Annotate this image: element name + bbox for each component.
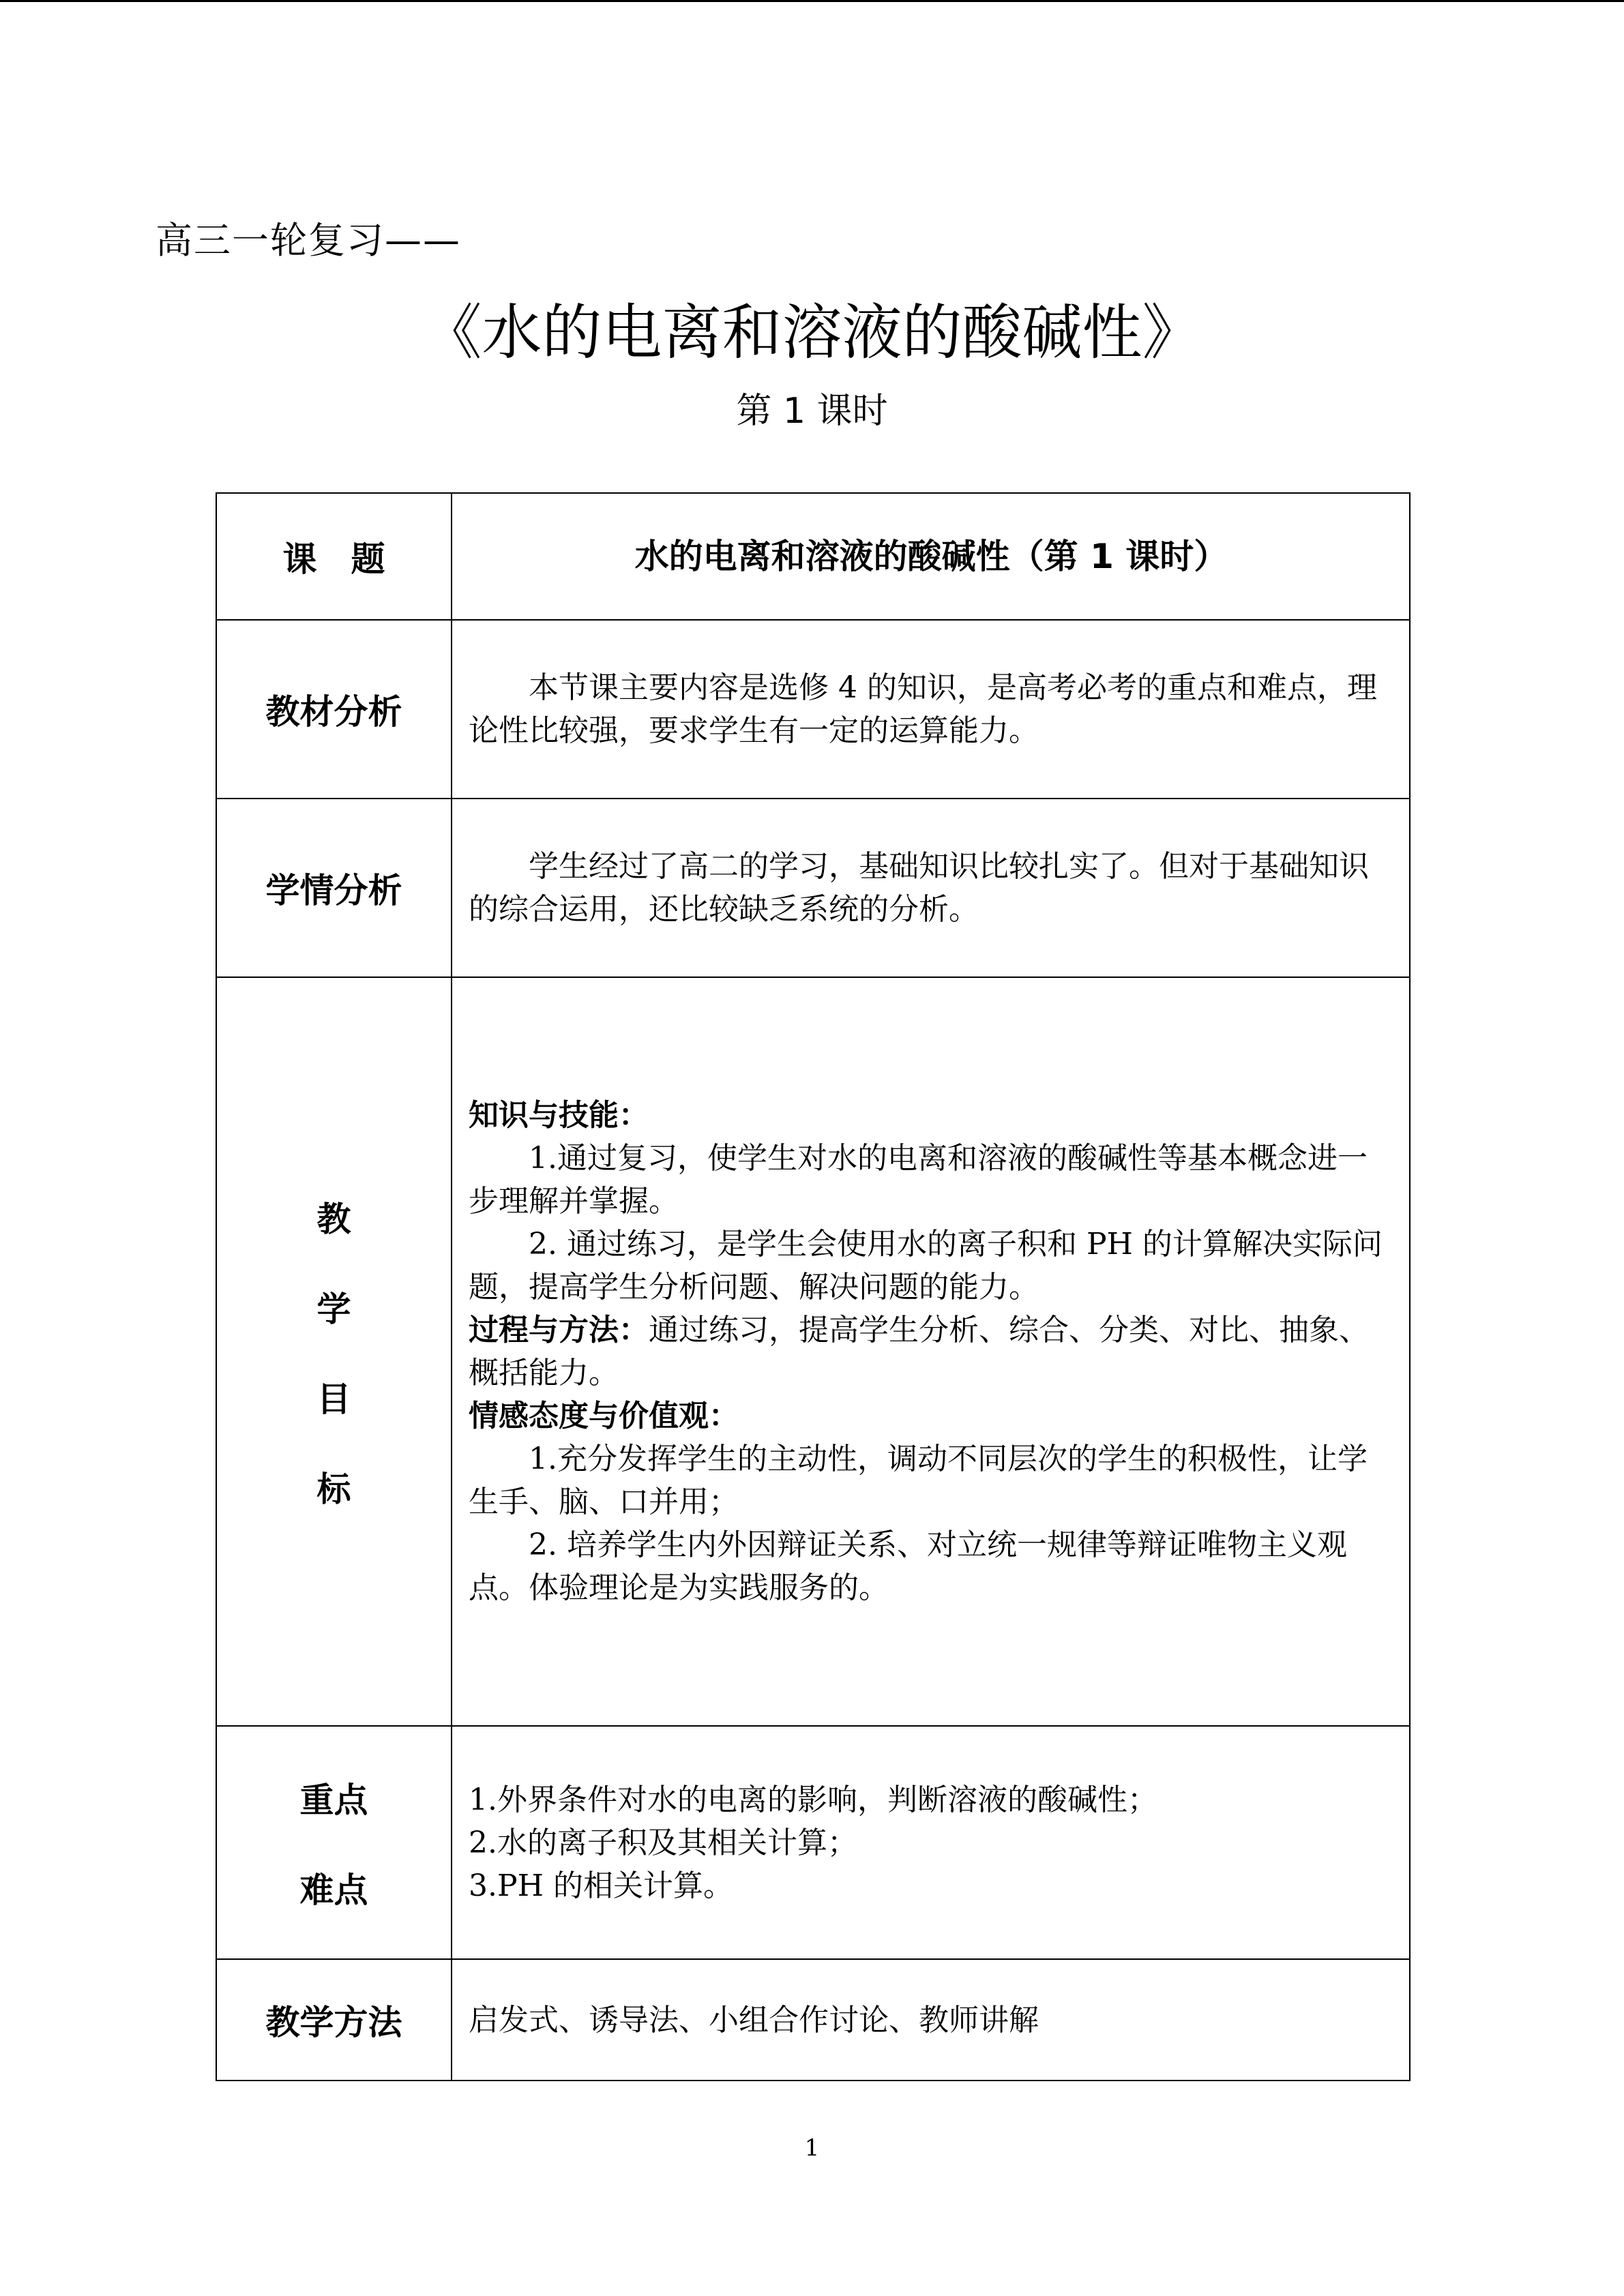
goals-label-char-4: 标 (316, 1470, 351, 1509)
row-material (216, 620, 1410, 799)
knowledge-heading: 知识与技能： (469, 1098, 649, 1133)
process-paragraph (469, 1309, 1394, 1395)
keypoint-item-2: 2.水的离子积及其相关计算； (469, 1825, 857, 1860)
keypoints-label (216, 1726, 452, 1959)
process-text: 通过练习，提高学生分析、综合、分类、对比、抽象、概括能力。 (469, 1313, 1369, 1390)
keypoints-cell (452, 1726, 1410, 1959)
keypoints-label-2: 难点 (299, 1870, 368, 1910)
topic-value: 水的电离和溶液的酸碱性（第 1 课时） (634, 536, 1228, 576)
method-text: 启发式、诱导法、小组合作讨论、教师讲解 (469, 2002, 1039, 2038)
goals-label (216, 977, 452, 1726)
method-label: 教学方法 (216, 1959, 452, 2081)
row-students (216, 799, 1410, 977)
emotion-item-2: 2. 培养学生内外因辩证关系、对立统一规律等辩证唯物主义观点。体验理论是为实践服务的。 (469, 1527, 1347, 1605)
keypoint-item-3: 3.PH 的相关计算。 (469, 1868, 733, 1903)
top-border-line (0, 0, 1624, 2)
goals-cell (452, 977, 1410, 1726)
material-cell (452, 620, 1410, 799)
topic-cell (452, 493, 1410, 620)
knowledge-item-2: 2. 通过练习，是学生会使用水的离子积和 PH 的计算解决实际问题，提高学生分析问题、解决问题的能力。 (469, 1227, 1383, 1304)
keypoint-item-1: 1.外界条件对水的电离的影响，判断溶液的酸碱性； (469, 1782, 1157, 1817)
knowledge-item-1: 1.通过复习，使学生对水的电离和溶液的酸碱性等基本概念进一步理解并掌握。 (469, 1141, 1368, 1219)
process-heading: 过程与方法： (469, 1313, 649, 1347)
emotion-heading: 情感态度与价值观： (469, 1399, 739, 1433)
lesson-plan-table (216, 492, 1411, 2081)
lesson-subtitle: 第 1 课时 (736, 391, 888, 432)
keypoints-label-1: 重点 (299, 1780, 368, 1820)
document-title: 《水的电离和溶液的酸碱性》 (422, 297, 1202, 368)
emotion-item-1: 1.充分发挥学生的主动性，调动不同层次的学生的积极性，让学生手、脑、口并用； (469, 1442, 1368, 1519)
row-goals (216, 977, 1410, 1726)
row-keypoints (216, 1726, 1410, 1959)
page-number: 1 (804, 2134, 820, 2162)
students-label: 学情分析 (216, 799, 452, 977)
students-cell (452, 799, 1410, 977)
students-text: 学生经过了高二的学习，基础知识比较扎实了。但对于基础知识的综合运用，还比较缺乏系统的分析。 (469, 849, 1369, 927)
series-heading: 高三一轮复习—— (156, 219, 461, 262)
goals-label-char-1: 教 (316, 1199, 351, 1239)
row-topic (216, 493, 1410, 620)
goals-label-char-3: 目 (316, 1380, 351, 1419)
goals-label-char-2: 学 (316, 1289, 351, 1329)
row-method (216, 1959, 1410, 2081)
method-cell (452, 1959, 1410, 2081)
material-label: 教材分析 (216, 620, 452, 799)
topic-label: 课 题 (216, 493, 452, 620)
material-text: 本节课主要内容是选修 4 的知识，是高考必考的重点和难点，理论性比较强，要求学生有一定的运算能力。 (469, 670, 1377, 748)
